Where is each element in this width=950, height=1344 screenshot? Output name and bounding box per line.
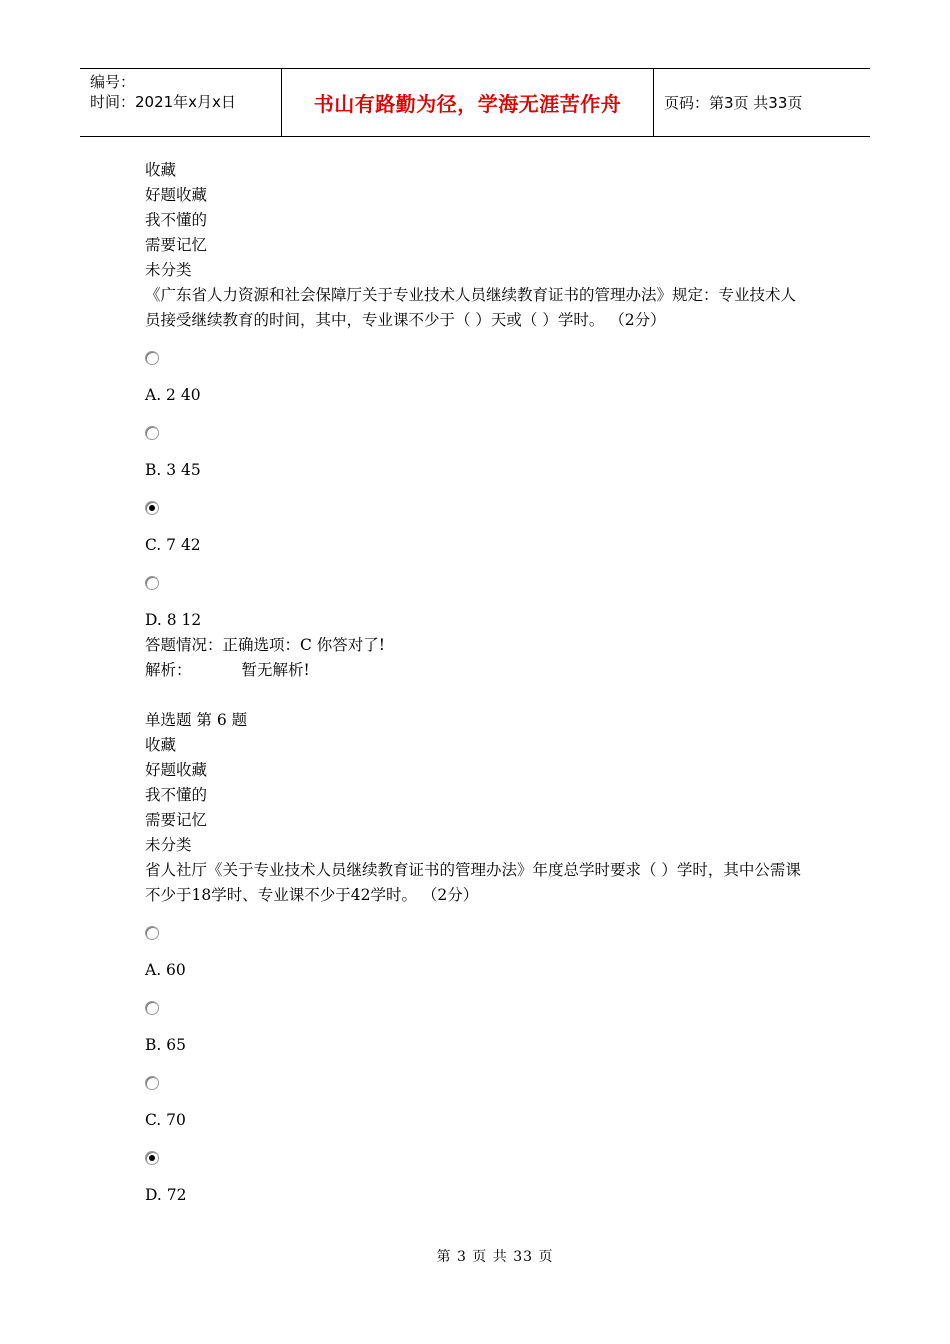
option-b-label: B. 65 — [145, 1036, 186, 1054]
tag-need-memorize[interactable]: 需要记忆 — [145, 236, 208, 254]
option-d-radio[interactable] — [145, 576, 159, 590]
header-page-info: 页码：第3页 共33页 — [664, 94, 803, 112]
option-a-label: A. 2 40 — [145, 386, 201, 404]
analysis — [145, 658, 810, 683]
analysis-label: 解析： — [145, 661, 192, 679]
option-b-label: B. 3 45 — [145, 461, 201, 479]
option-b-radio[interactable] — [145, 1001, 159, 1015]
option-d-label: D. 72 — [145, 1186, 187, 1204]
header-motto: 书山有路勤为径，学海无涯苦作舟 — [313, 92, 622, 116]
page-footer — [0, 1246, 950, 1266]
tag-good-question[interactable]: 好题收藏 — [145, 186, 208, 204]
document-body — [145, 158, 810, 1208]
option-a-label: A. 60 — [145, 961, 186, 979]
option-a-radio[interactable] — [145, 351, 159, 365]
tag-dont-understand[interactable]: 我不懂的 — [145, 786, 208, 804]
tag-uncategorized[interactable]: 未分类 — [145, 836, 192, 854]
option-c-radio[interactable] — [145, 1076, 159, 1090]
tag-need-memorize[interactable]: 需要记忆 — [145, 811, 208, 829]
option-c-label: C. 70 — [145, 1111, 186, 1129]
option-c-label: C. 7 42 — [145, 536, 201, 554]
tag-favorite[interactable]: 收藏 — [145, 736, 177, 754]
header-meta — [80, 69, 281, 136]
question-text: 省人社厅《关于专业技术人员继续教育证书的管理办法》年度总学时要求（ ）学时，其中公需课不少于18学时、专业课不少于42学时。 （2分） — [145, 861, 801, 904]
number-label: 编号： — [90, 73, 136, 91]
option-b-radio[interactable] — [145, 426, 159, 440]
question-heading: 单选题 第 6 题 — [145, 711, 248, 729]
footer-page-number: 第 3 页 共 33 页 — [436, 1249, 554, 1265]
tag-uncategorized[interactable]: 未分类 — [145, 261, 192, 279]
tag-good-question[interactable]: 好题收藏 — [145, 761, 208, 779]
page-header — [80, 68, 870, 137]
header-page-info-cell — [654, 69, 870, 136]
time-label: 时间：2021年x月x日 — [90, 93, 236, 111]
option-d-label: D. 8 12 — [145, 611, 202, 629]
analysis-text: 暂无解析! — [241, 661, 310, 679]
option-a-radio[interactable] — [145, 926, 159, 940]
header-motto-cell — [281, 69, 654, 136]
option-c-radio[interactable] — [145, 501, 159, 515]
option-d-radio[interactable] — [145, 1151, 159, 1165]
tag-favorite[interactable]: 收藏 — [145, 161, 177, 179]
tag-dont-understand[interactable]: 我不懂的 — [145, 211, 208, 229]
question-text: 《广东省人力资源和社会保障厅关于专业技术人员继续教育证书的管理办法》规定：专业技术人员接受继续教育的时间，其中，专业课不少于（ ）天或（ ）学时。 （2分） — [145, 286, 797, 329]
answer-result: 答题情况：正确选项：C 你答对了! — [145, 636, 386, 654]
